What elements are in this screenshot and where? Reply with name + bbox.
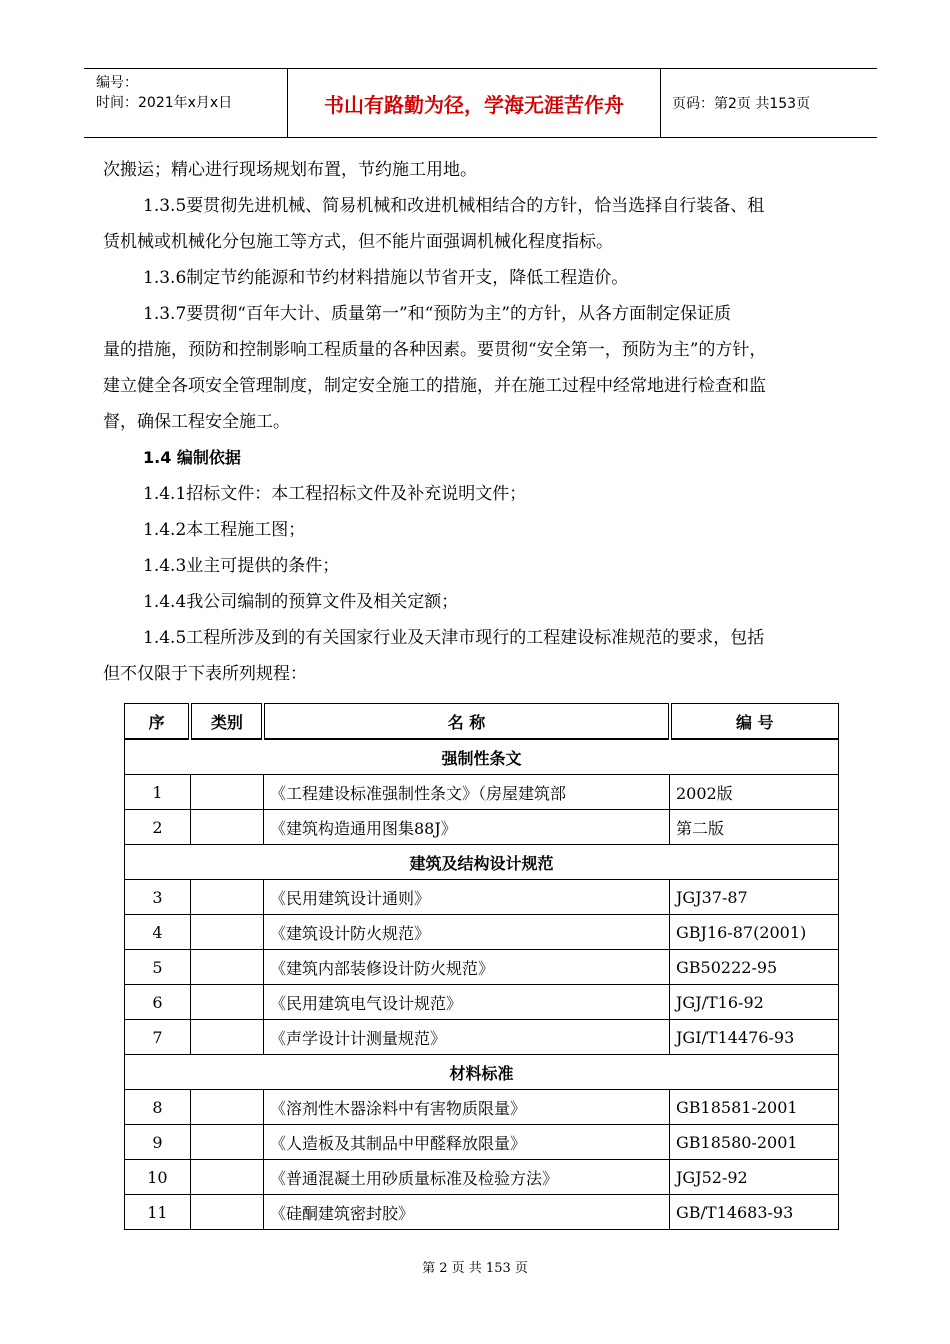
col-header-category: 类别 xyxy=(190,704,263,740)
paragraph: 1.4.3业主可提供的条件； xyxy=(143,556,340,576)
section-title: 材料标准 xyxy=(125,1055,839,1090)
cell-code: JGJ/T16-92 xyxy=(670,985,839,1020)
cell-no: 3 xyxy=(125,880,191,915)
paragraph: 1.3.7要贯彻“百年大计、质量第一”和“预防为主”的方针，从各方面制定保证质 xyxy=(143,304,732,324)
table-header-row xyxy=(125,704,839,740)
cell-no: 6 xyxy=(125,985,191,1020)
cell-category xyxy=(190,1195,263,1230)
page-footer: 第 2 页 共 153 页 xyxy=(422,1261,528,1276)
cell-no: 7 xyxy=(125,1020,191,1055)
cell-name: 《硅酮建筑密封胶》 xyxy=(263,1195,669,1230)
header-number-label: 编号： xyxy=(96,75,138,91)
cell-name: 《建筑构造通用图集88J》 xyxy=(263,810,669,845)
cell-code: JGJ37-87 xyxy=(670,880,839,915)
cell-name: 《民用建筑电气设计规范》 xyxy=(263,985,669,1020)
cell-no: 9 xyxy=(125,1125,191,1160)
section-row xyxy=(125,1055,839,1090)
table-row xyxy=(125,985,839,1020)
cell-name: 《溶剂性木器涂料中有害物质限量》 xyxy=(263,1090,669,1125)
cell-code: JGJ52-92 xyxy=(670,1160,839,1195)
cell-category xyxy=(190,915,263,950)
table-row xyxy=(125,810,839,845)
cell-code: GB50222-95 xyxy=(670,950,839,985)
paragraph: 建立健全各项安全管理制度，制定安全施工的措施，并在施工过程中经常地进行检查和监 xyxy=(103,376,766,396)
table-row xyxy=(125,1160,839,1195)
cell-name: 《普通混凝土用砂质量标准及检验方法》 xyxy=(263,1160,669,1195)
paragraph: 赁机械或机械化分包施工等方式，但不能片面强调机械化程度指标。 xyxy=(103,232,613,252)
table-row xyxy=(125,1195,839,1230)
cell-category xyxy=(190,1125,263,1160)
cell-no: 10 xyxy=(125,1160,191,1195)
cell-no: 1 xyxy=(125,775,191,810)
paragraph: 1.4.2本工程施工图； xyxy=(143,520,306,540)
paragraph: 次搬运；精心进行现场规划布置，节约施工用地。 xyxy=(103,160,477,180)
section-title: 强制性条文 xyxy=(125,739,839,775)
header-motto: 书山有路勤为径，学海无涯苦作舟 xyxy=(287,69,661,137)
document-body xyxy=(103,152,865,692)
header-meta xyxy=(96,73,286,113)
cell-code: GB18581-2001 xyxy=(670,1090,839,1125)
section-title: 建筑及结构设计规范 xyxy=(125,845,839,880)
header-time-label: 时间：2021年x月x日 xyxy=(96,95,233,111)
table-body xyxy=(125,739,839,1230)
paragraph: 1.4.5工程所涉及到的有关国家行业及天津市现行的工程建设标准规范的要求，包括 xyxy=(143,628,765,648)
standards-table xyxy=(124,703,839,1230)
paragraph: 1.3.5要贯彻先进机械、简易机械和改进机械相结合的方针，恰当选择自行装备、租 xyxy=(143,196,765,216)
paragraph: 1.3.6制定节约能源和节约材料措施以节省开支，降低工程造价。 xyxy=(143,268,629,288)
cell-category xyxy=(190,810,263,845)
section-heading: 1.4 编制依据 xyxy=(143,448,241,467)
cell-code: GBJ16-87(2001) xyxy=(670,915,839,950)
cell-name: 《民用建筑设计通则》 xyxy=(263,880,669,915)
cell-code: 2002版 xyxy=(670,775,839,810)
paragraph: 量的措施，预防和控制影响工程质量的各种因素。要贯彻“安全第一，预防为主”的方针， xyxy=(103,340,767,360)
cell-category xyxy=(190,775,263,810)
col-header-no: 序 xyxy=(125,704,191,740)
cell-name: 《建筑设计防火规范》 xyxy=(263,915,669,950)
cell-no: 8 xyxy=(125,1090,191,1125)
cell-name: 《建筑内部装修设计防火规范》 xyxy=(263,950,669,985)
cell-category xyxy=(190,1160,263,1195)
cell-category xyxy=(190,1090,263,1125)
paragraph: 1.4.4我公司编制的预算文件及相关定额； xyxy=(143,592,459,612)
table-row xyxy=(125,1125,839,1160)
section-row xyxy=(125,739,839,775)
cell-no: 2 xyxy=(125,810,191,845)
cell-no: 4 xyxy=(125,915,191,950)
cell-no: 5 xyxy=(125,950,191,985)
cell-category xyxy=(190,950,263,985)
col-header-code: 编 号 xyxy=(670,704,839,740)
paragraph: 但不仅限于下表所列规程： xyxy=(103,664,307,684)
table-row xyxy=(125,775,839,810)
cell-name: 《声学设计计测量规范》 xyxy=(263,1020,669,1055)
cell-code: JGI/T14476-93 xyxy=(670,1020,839,1055)
cell-code: GB18580-2001 xyxy=(670,1125,839,1160)
cell-category xyxy=(190,985,263,1020)
cell-no: 11 xyxy=(125,1195,191,1230)
cell-category xyxy=(190,880,263,915)
cell-code: GB/T14683-93 xyxy=(670,1195,839,1230)
table-row xyxy=(125,1020,839,1055)
cell-name: 《工程建设标准强制性条文》（房屋建筑部 xyxy=(263,775,669,810)
table-row xyxy=(125,880,839,915)
paragraph: 督，确保工程安全施工。 xyxy=(103,412,290,432)
cell-code: 第二版 xyxy=(670,810,839,845)
section-row xyxy=(125,845,839,880)
table-row xyxy=(125,915,839,950)
table-row xyxy=(125,950,839,985)
header-page-info: 页码：第2页 共153页 xyxy=(672,96,811,112)
cell-category xyxy=(190,1020,263,1055)
paragraph: 1.4.1招标文件：本工程招标文件及补充说明文件； xyxy=(143,484,527,504)
cell-name: 《人造板及其制品中甲醛释放限量》 xyxy=(263,1125,669,1160)
table-row xyxy=(125,1090,839,1125)
page-header xyxy=(84,68,877,138)
col-header-name: 名 称 xyxy=(263,704,669,740)
